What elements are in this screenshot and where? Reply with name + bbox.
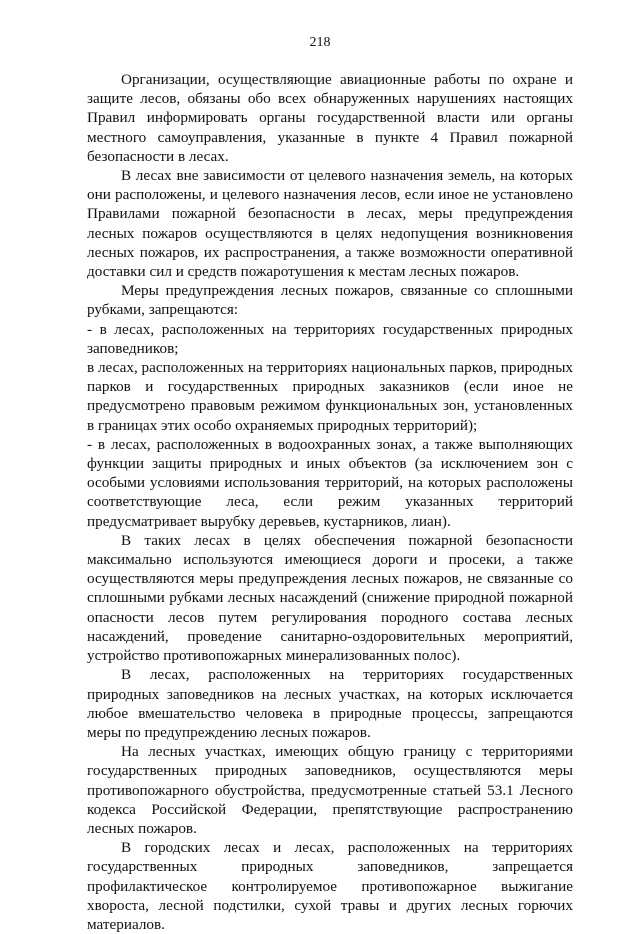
list-item: - в лесах, расположенных на территориях государственных природных заповедников; bbox=[87, 320, 573, 357]
paragraph: Организации, осуществляющие авиационные работы по охране и защите лесов, обязаны обо всех обнаруженных нарушениях настоящих Правил информировать органы государственной власти или органы местного самоуправления, указанные в пункте 4 Правил пожарной безопасности в лесах. bbox=[87, 71, 573, 165]
body-text bbox=[87, 70, 573, 934]
paragraph: На лесных участках, имеющих общую границу с территориями государственных природных заповедников, осуществляются меры противопожарного обустройства, предусмотренные статьей 53.1 Лесного кодекса Российской Федерации, препятствующие распространению лесных пожаров. bbox=[87, 743, 573, 837]
list-item: в лесах, расположенных на территориях национальных парков, природных парков и государственных природных заказников (если иное не предусмотрено правовым режимом функциональных зон, установленных в границах этих особо охраняемых природных территорий); bbox=[87, 359, 573, 434]
page-number: 218 bbox=[309, 35, 331, 50]
list-item: - в лесах, расположенных в водоохранных зонах, а также выполняющих функции защиты природных и иных объектов (за исключением зон с особыми условиями использования территорий, на которых расположены соответствующие леса, если режим указанных территорий предусматривает вырубку деревьев, кустарников, лиан). bbox=[87, 435, 573, 530]
paragraph: В городских лесах и лесах, расположенных на территориях государственных природных заповедников, запрещается профилактическое контролируемое противопожарное выжигание хвороста, лесной подстилки, сухой травы и других лесных горючих материалов. bbox=[87, 839, 573, 933]
paragraph: В лесах вне зависимости от целевого назначения земель, на которых они расположены, и целевого назначения лесов, если иное не установлено Правилами пожарной безопасности в лесах, меры предупреждения лесных пожаров осуществляются в целях недопущения возникновения лесных пожаров, их распространения, а также возможности оперативной доставки сил и средств пожаротушения к местам лесных пожаров. bbox=[87, 167, 573, 281]
paragraph: Меры предупреждения лесных пожаров, связанные со сплошными рубками, запрещаются: bbox=[87, 282, 573, 319]
paragraph: В таких лесах в целях обеспечения пожарной безопасности максимально используются имеющиеся дороги и просеки, а также осуществляются меры предупреждения лесных пожаров, не связанные со сплошными рубками лесных насаждений (снижение природной пожарной опасности лесов путем регулирования породного состава лесных насаждений, проведение санитарно-оздоровительных мероприятий, устройство противопожарных минерализованных полос). bbox=[87, 531, 573, 665]
paragraph: В лесах, расположенных на территориях государственных природных заповедников на лесных участках, на которых исключается любое вмешательство человека в природные процессы, запрещаются меры по предупреждению лесных пожаров. bbox=[87, 666, 573, 741]
